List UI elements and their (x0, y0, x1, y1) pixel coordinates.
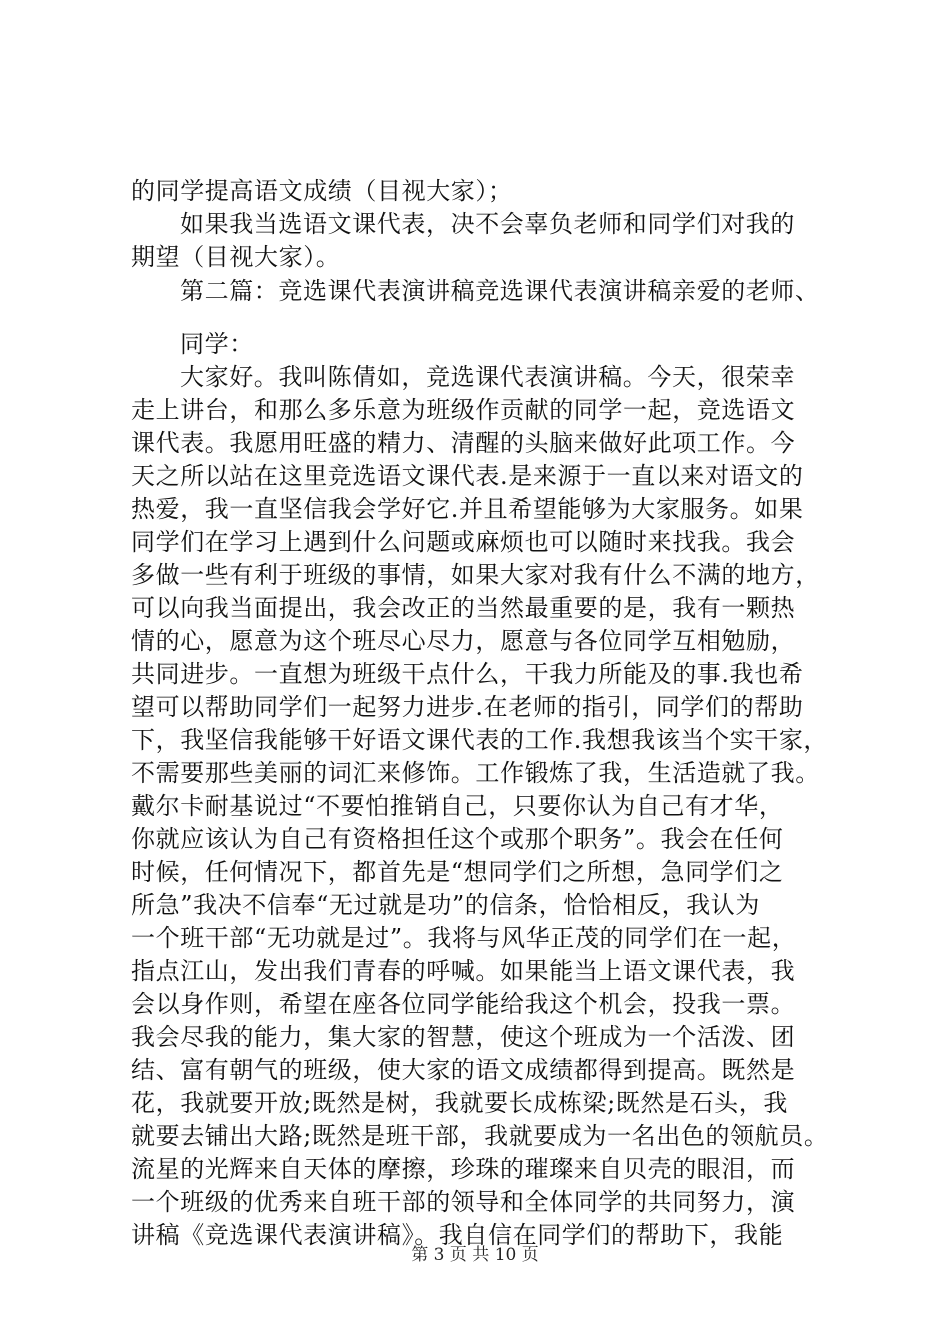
line-14: 情的心，愿意为这个班尽心尽力，愿意与各位同学互相勉励， (131, 627, 796, 655)
line-20: 你就应该认为自己有资格担任这个或那个职务”。我会在任何 (131, 825, 784, 853)
line-12: 多做一些有利于班级的事情，如果大家对我有什么不满的地方， (131, 561, 820, 589)
line-06: 大家好。我叫陈倩如，竞选课代表演讲稿。今天，很荣幸 (180, 363, 795, 391)
line-18: 不需要那些美丽的词汇来修饰。工作锻炼了我，生活造就了我。 (131, 759, 820, 787)
line-32: 讲稿《竞选课代表演讲稿》。我自信在同学们的帮助下，我能 (131, 1221, 784, 1249)
line-15: 共同进步。一直想为班级干点什么，干我力所能及的事.我也希 (131, 660, 804, 688)
line-22: 所急”我决不信奉“无过就是功”的信条，恰恰相反，我认为 (131, 891, 761, 919)
line-30: 流星的光辉来自天体的摩擦，珍珠的璀璨来自贝壳的眼泪，而 (131, 1155, 796, 1183)
line-16: 望可以帮助同学们一起努力进步.在老师的指引，同学们的帮助 (131, 693, 804, 721)
line-07: 走上讲台，和那么多乐意为班级作贡献的同学一起，竞选语文 (131, 396, 796, 424)
line-27: 结、富有朝气的班级，使大家的语文成绩都得到提高。既然是 (131, 1056, 796, 1084)
line-26: 我会尽我的能力，集大家的智慧，使这个班成为一个活泼、团 (131, 1023, 796, 1051)
line-17: 下，我坚信我能够干好语文课代表的工作.我想我该当个实干家， (131, 726, 829, 754)
line-28: 花，我就要开放;既然是树，我就要长成栋梁;既然是石头，我 (131, 1089, 788, 1117)
line-21: 时候，任何情况下，都首先是“想同学们之所想，急同学们之 (131, 858, 784, 886)
line-08: 课代表。我愿用旺盛的精力、清醒的头脑来做好此项工作。今 (131, 429, 796, 457)
line-31: 一个班级的优秀来自班干部的领导和全体同学的共同努力，演 (131, 1188, 796, 1216)
line-10: 热爱，我一直坚信我会学好它.并且希望能够为大家服务。如果 (131, 495, 804, 523)
line-01: 的同学提高语文成绩（目视大家）； (131, 177, 513, 205)
line-11: 同学们在学习上遇到什么问题或麻烦也可以随时来找我。我会 (131, 528, 796, 556)
line-05: 同学： (180, 330, 254, 358)
line-23: 一个班干部“无功就是过”。我将与风华正茂的同学们在一起， (131, 924, 797, 952)
line-04-section-heading: 第二篇：竞选课代表演讲稿竞选课代表演讲稿亲爱的老师、 (180, 277, 820, 305)
line-02: 如果我当选语文课代表，决不会辜负老师和同学们对我的 (180, 210, 795, 238)
line-19: 戴尔卡耐基说过“不要怕推销自己，只要你认为自己有才华， (131, 792, 784, 820)
line-25: 会以身作则，希望在座各位同学能给我这个机会，投我一票。 (131, 990, 796, 1018)
line-24: 指点江山，发出我们青春的呼喊。如果能当上语文课代表，我 (131, 957, 796, 985)
line-13: 可以向我当面提出，我会改正的当然最重要的是，我有一颗热 (131, 594, 796, 622)
line-03: 期望（目视大家）。 (131, 243, 341, 271)
line-29: 就要去铺出大路;既然是班干部，我就要成为一名出色的领航员。 (131, 1122, 829, 1150)
line-09: 天之所以站在这里竞选语文课代表.是来源于一直以来对语文的 (131, 462, 804, 490)
page-footer: 第 3 页 共 10 页 (411, 1245, 539, 1265)
